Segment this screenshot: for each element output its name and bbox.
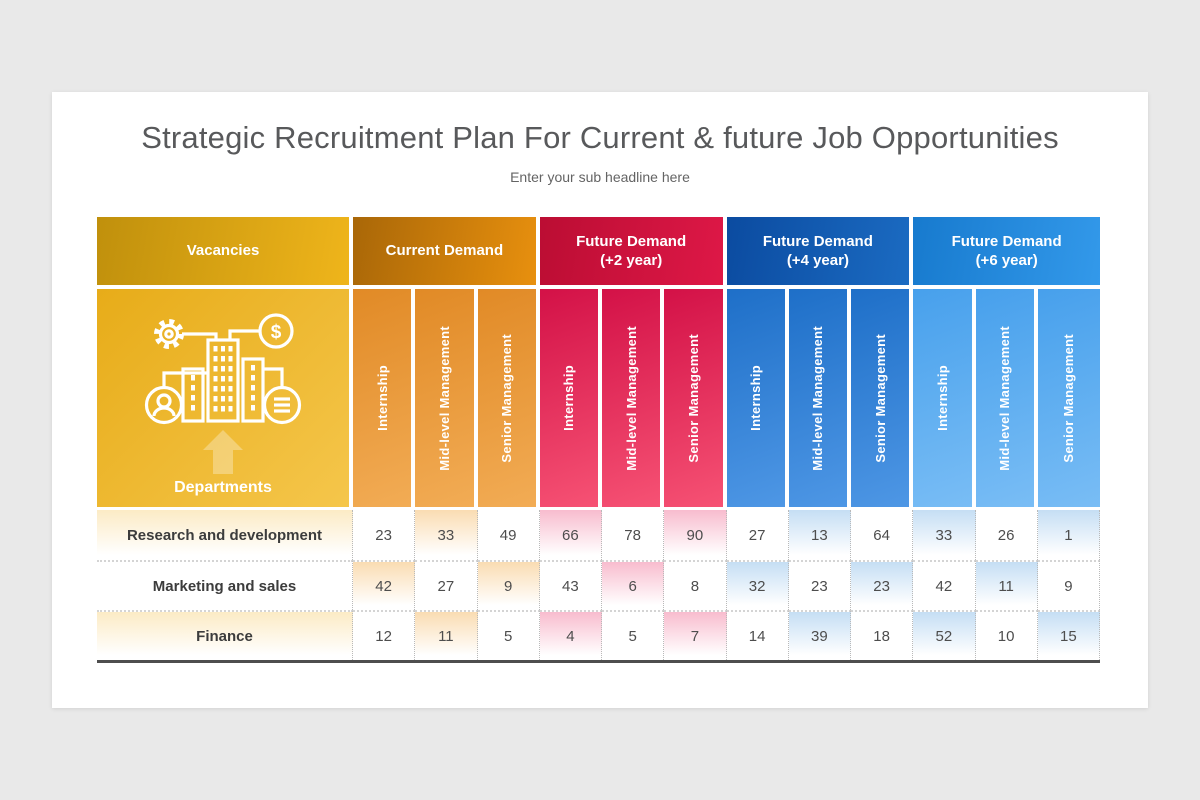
recruitment-table: [97, 217, 1100, 663]
row-label: Research and development: [97, 510, 353, 560]
value-cell: 27: [727, 510, 789, 560]
departments-cell: [97, 289, 353, 510]
value-cell: 66: [540, 510, 602, 560]
value-cell: 10: [976, 610, 1038, 660]
row-label: Marketing and sales: [97, 560, 353, 610]
value-cell: 23: [353, 510, 415, 560]
group-header-future-demand-2yr: Future Demand (+2 year): [540, 217, 727, 289]
value-cell: 42: [913, 560, 975, 610]
column-header-2yr-midlevel: Mid-level Management: [602, 289, 664, 510]
value-cell: 52: [913, 610, 975, 660]
column-header-2yr-internship: Internship: [540, 289, 602, 510]
value-cell: 64: [851, 510, 913, 560]
column-header-6yr-internship: Internship: [913, 289, 975, 510]
value-cell: 9: [478, 560, 540, 610]
value-cell: 11: [976, 560, 1038, 610]
row-label: Finance: [97, 610, 353, 660]
column-header-2yr-senior: Senior Management: [664, 289, 726, 510]
group-header-current-demand: Current Demand: [353, 217, 540, 289]
value-cell: 42: [353, 560, 415, 610]
value-cell: 5: [478, 610, 540, 660]
value-cell: 90: [664, 510, 726, 560]
value-cell: 13: [789, 510, 851, 560]
value-cell: 15: [1038, 610, 1100, 660]
page-subtitle: Enter your sub headline here: [510, 169, 690, 185]
value-cell: 1: [1038, 510, 1100, 560]
slide-card: [52, 92, 1148, 708]
group-header-future-demand-4yr: Future Demand (+4 year): [727, 217, 914, 289]
value-cell: 9: [1038, 560, 1100, 610]
value-cell: 27: [415, 560, 477, 610]
value-cell: 5: [602, 610, 664, 660]
value-cell: 32: [727, 560, 789, 610]
value-cell: 49: [478, 510, 540, 560]
column-header-4yr-midlevel: Mid-level Management: [789, 289, 851, 510]
group-header-future-demand-6yr: Future Demand (+6 year): [913, 217, 1100, 289]
value-cell: 6: [602, 560, 664, 610]
value-cell: 33: [913, 510, 975, 560]
departments-label: Departments: [174, 479, 272, 496]
value-cell: 4: [540, 610, 602, 660]
column-header-4yr-internship: Internship: [727, 289, 789, 510]
up-arrow-icon: [195, 430, 251, 479]
svg-text:$: $: [270, 322, 281, 343]
value-cell: 14: [727, 610, 789, 660]
page-title: Strategic Recruitment Plan For Current & future Job Opportunities: [141, 120, 1059, 155]
column-header-current-senior: Senior Management: [478, 289, 540, 510]
value-cell: 12: [353, 610, 415, 660]
column-header-6yr-senior: Senior Management: [1038, 289, 1100, 510]
column-header-6yr-midlevel: Mid-level Management: [976, 289, 1038, 510]
value-cell: 78: [602, 510, 664, 560]
value-cell: 8: [664, 560, 726, 610]
vacancies-header: [97, 217, 353, 289]
value-cell: 39: [789, 610, 851, 660]
value-cell: 43: [540, 560, 602, 610]
value-cell: 7: [664, 610, 726, 660]
value-cell: 11: [415, 610, 477, 660]
value-cell: 26: [976, 510, 1038, 560]
value-cell: 18: [851, 610, 913, 660]
vacancies-header-label: Vacancies: [186, 242, 260, 260]
column-header-4yr-senior: Senior Management: [851, 289, 913, 510]
value-cell: 33: [415, 510, 477, 560]
departments-icon: [136, 309, 311, 436]
column-header-current-internship: Internship: [353, 289, 415, 510]
column-header-current-midlevel: Mid-level Management: [415, 289, 477, 510]
value-cell: 23: [789, 560, 851, 610]
value-cell: 23: [851, 560, 913, 610]
